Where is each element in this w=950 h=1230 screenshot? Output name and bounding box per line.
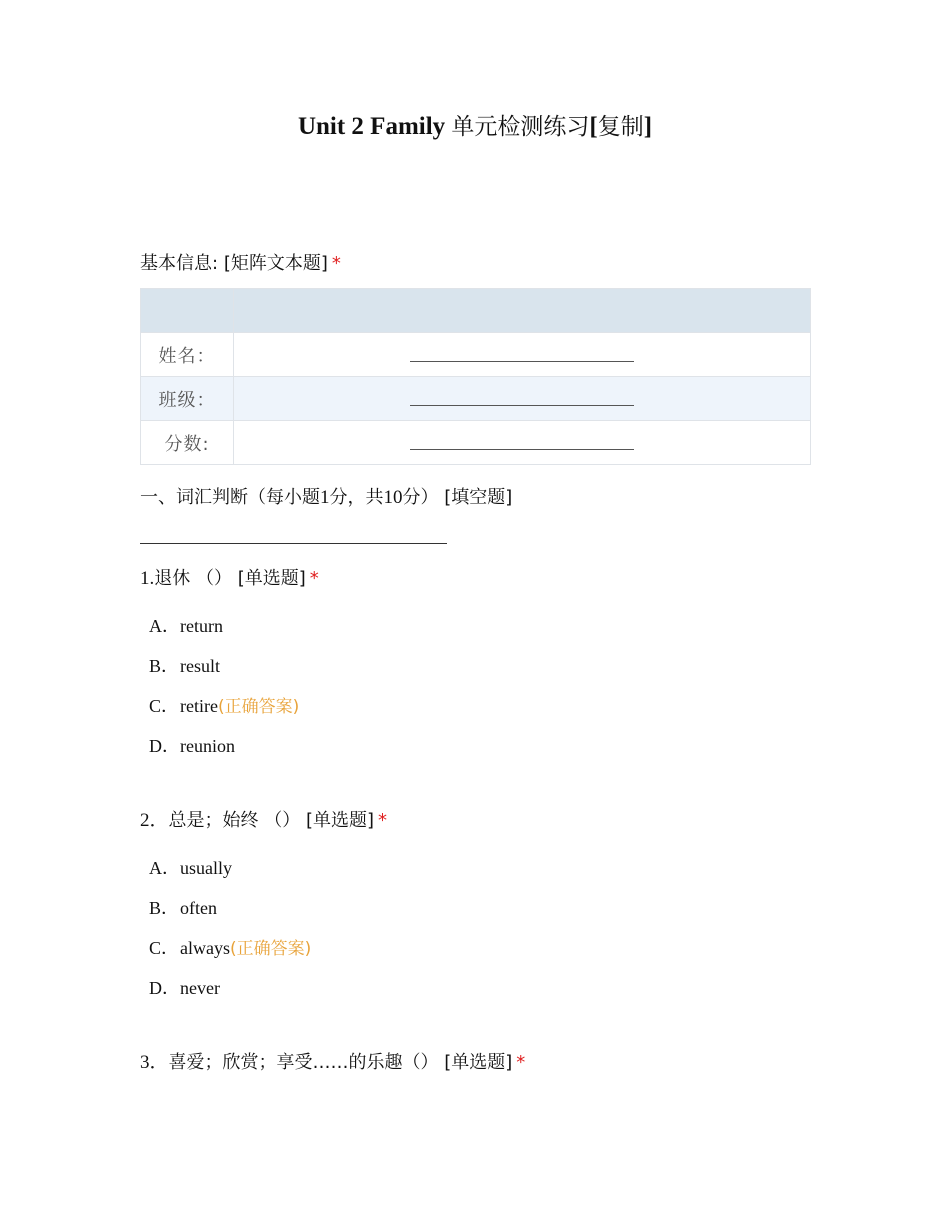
- option-b[interactable]: [149, 654, 220, 678]
- option-text: often: [180, 898, 217, 918]
- matrix-row-label: 班级：: [141, 377, 234, 421]
- option-letter: D．: [149, 978, 180, 998]
- required-mark: *: [516, 1052, 526, 1073]
- question-text: 总是；始终 （）: [168, 810, 301, 831]
- matrix-row-name: [141, 333, 811, 377]
- matrix-header-cell: [234, 289, 811, 333]
- basic-info-label: [140, 252, 341, 276]
- title-bracket-open: [: [589, 113, 598, 140]
- correct-answer-tag: (正确答案): [217, 697, 300, 717]
- option-d[interactable]: [149, 976, 220, 1000]
- option-letter: C．: [149, 696, 180, 716]
- option-c[interactable]: [149, 936, 311, 961]
- matrix-row-label: 分数:: [141, 421, 234, 465]
- title-english: Unit 2 Family: [297, 113, 446, 140]
- basic-info-type: [矩阵文本题]: [223, 253, 328, 274]
- question-type: [单选题]: [305, 810, 375, 831]
- option-letter: D．: [149, 736, 180, 756]
- class-blank-field[interactable]: [410, 387, 634, 406]
- name-blank-field[interactable]: [410, 343, 634, 362]
- title-suffix: 复制: [597, 114, 644, 140]
- basic-info-title: 基本信息:: [140, 253, 219, 274]
- option-letter: A．: [149, 858, 180, 878]
- section-fill-blank-line[interactable]: [140, 543, 447, 544]
- class-blank-cell[interactable]: [234, 377, 811, 421]
- option-d[interactable]: [149, 734, 235, 758]
- option-text: never: [180, 978, 220, 998]
- option-text: usually: [180, 858, 232, 878]
- option-letter: C．: [149, 938, 180, 958]
- question-type: [单选题]: [444, 1052, 513, 1073]
- section-points-total: 10: [383, 487, 403, 508]
- basic-info-matrix: [140, 288, 811, 465]
- question-2-label: [140, 809, 387, 833]
- required-mark: *: [309, 568, 319, 589]
- matrix-row-label: 姓名：: [141, 333, 234, 377]
- option-text: return: [180, 616, 223, 636]
- required-mark: *: [378, 810, 388, 831]
- option-text: retire: [180, 696, 218, 716]
- option-text: always: [180, 938, 230, 958]
- title-bracket-close: ]: [643, 113, 653, 140]
- title-chinese: 单元检测练习: [451, 114, 590, 140]
- option-b[interactable]: [149, 896, 217, 920]
- section-points-each: 1: [320, 487, 330, 508]
- option-text: result: [180, 656, 220, 676]
- question-number: 1.: [140, 568, 155, 589]
- question-1-label: [140, 567, 319, 591]
- option-text: reunion: [180, 736, 235, 756]
- section-type: [填空题]: [444, 487, 513, 508]
- question-text: 喜爱；欣赏；享受……的乐趣（）: [168, 1052, 439, 1073]
- matrix-header-cell: [141, 289, 234, 333]
- page-title: [0, 110, 950, 144]
- required-mark: *: [331, 253, 341, 274]
- score-blank-cell[interactable]: [234, 421, 811, 465]
- name-blank-cell[interactable]: [234, 333, 811, 377]
- question-number: 3．: [140, 1052, 169, 1073]
- matrix-row-score: [141, 421, 811, 465]
- section-heading-mid: 分，共: [329, 487, 384, 508]
- question-text: 退休 （）: [154, 568, 232, 589]
- score-blank-field[interactable]: [410, 431, 634, 450]
- question-type: [单选题]: [237, 568, 306, 589]
- option-letter: B．: [149, 898, 180, 918]
- section-heading-end: 分）: [402, 487, 439, 508]
- section-heading: [140, 486, 512, 510]
- option-a[interactable]: [149, 614, 223, 638]
- option-a[interactable]: [149, 856, 232, 880]
- matrix-row-class: [141, 377, 811, 421]
- question-number: 2．: [140, 810, 169, 831]
- section-heading-text: 一、词汇判断（每小题: [140, 487, 320, 508]
- option-letter: B．: [149, 656, 180, 676]
- option-c[interactable]: [149, 694, 299, 719]
- matrix-header-row: [141, 289, 811, 333]
- question-3-label: [140, 1051, 525, 1075]
- option-letter: A．: [149, 616, 180, 636]
- correct-answer-tag: (正确答案): [229, 939, 312, 959]
